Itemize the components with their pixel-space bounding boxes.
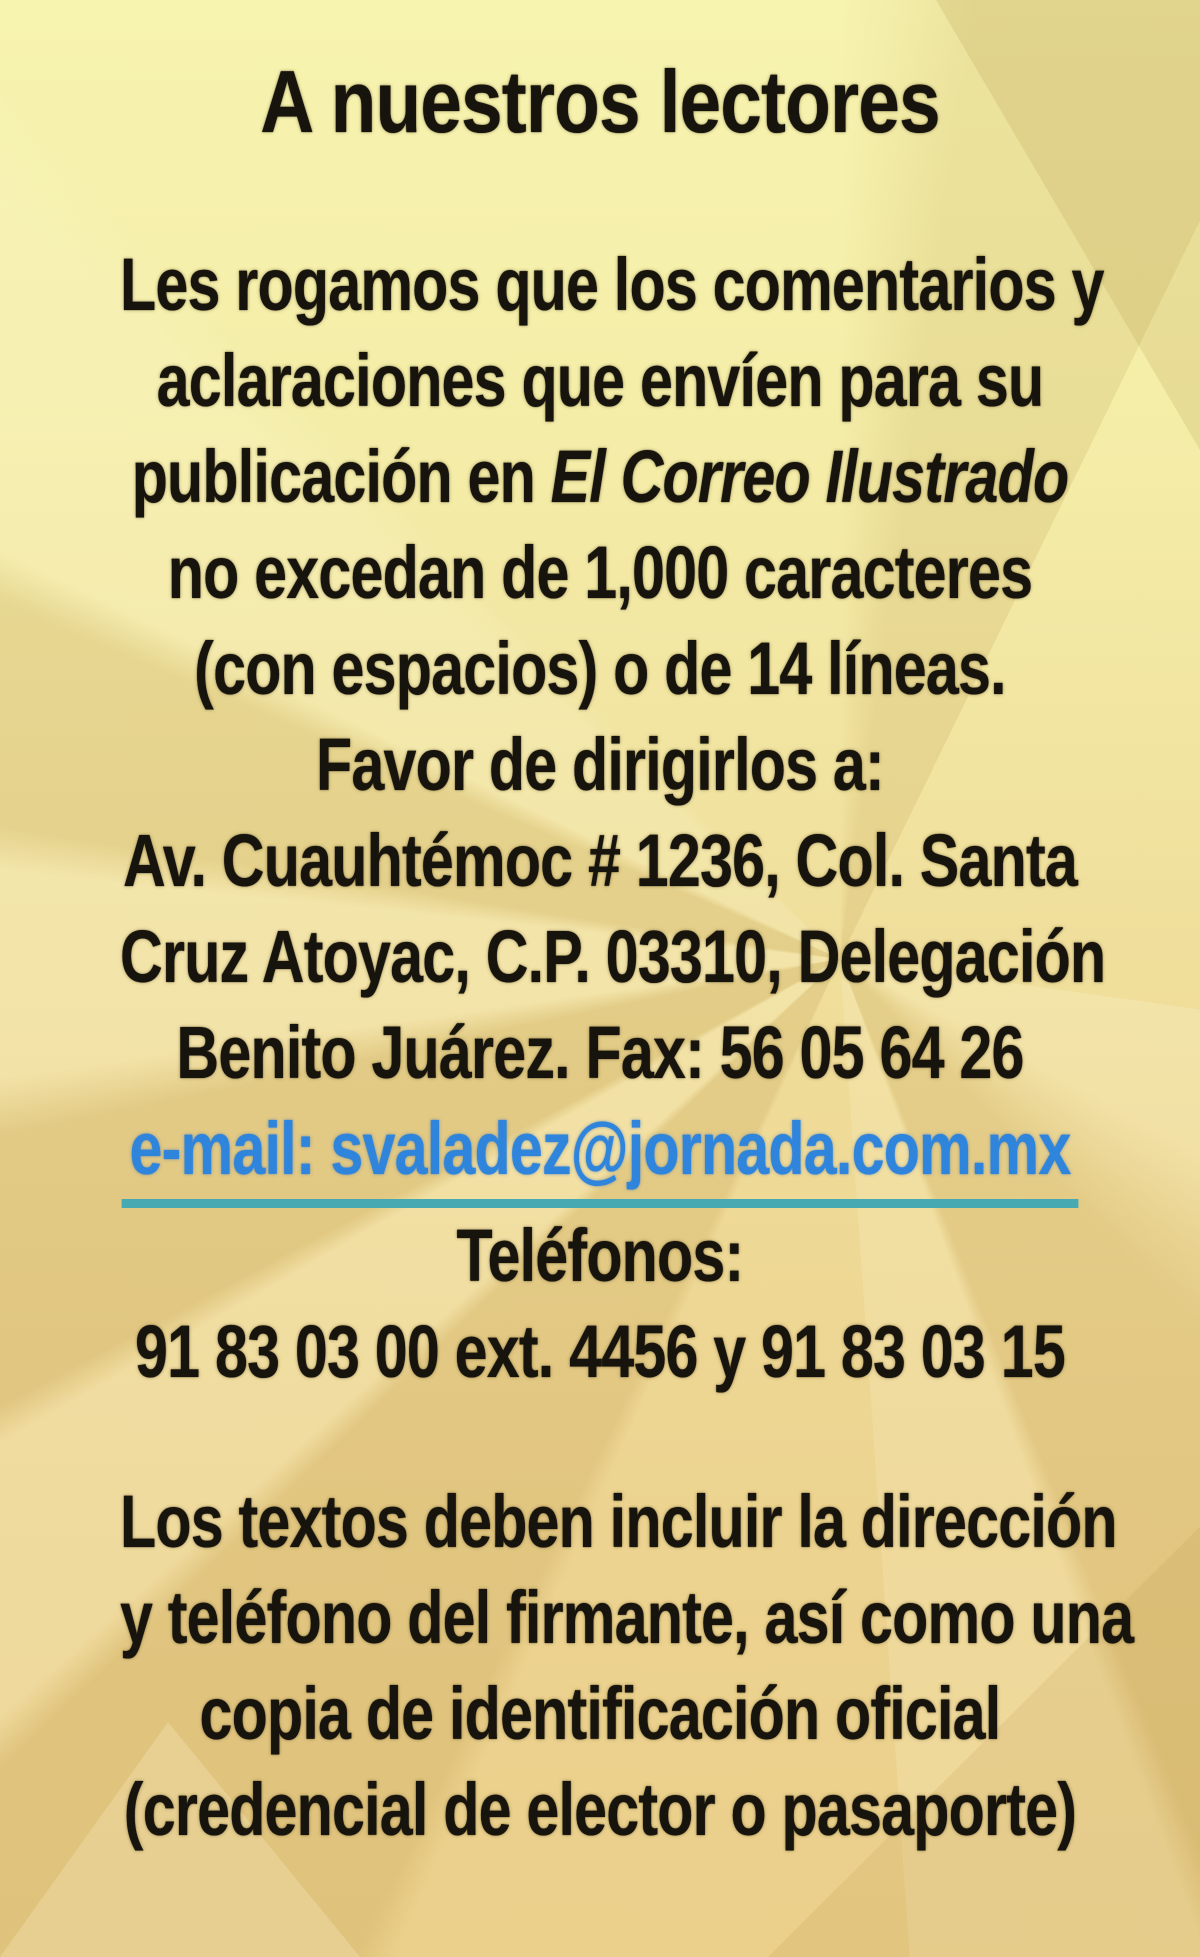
telephone-numbers: 91 83 03 00 ext. 4456 y 91 83 03 15 [135, 1310, 1065, 1393]
body-line: y teléfono del firmante, así como una [120, 1576, 1134, 1659]
notice-title [90, 52, 1110, 152]
email-line [120, 1101, 1080, 1208]
body-line: (credencial de elector o pasaporte) [123, 1768, 1077, 1851]
address-line: Cruz Atoyac, C.P. 03310, Delegación [120, 915, 1106, 998]
notice-title-text: A nuestros lectores [260, 52, 940, 151]
notice-paragraph-requirements [120, 1474, 1134, 1858]
telephones-label: Teléfonos: [456, 1214, 744, 1297]
body-line: no excedan de 1,000 caracteres [167, 531, 1033, 614]
publication-name: El Correo Ilustrado [550, 435, 1069, 518]
email-link[interactable]: e-mail: svaladez@jornada.com.mx [121, 1101, 1078, 1208]
body-line-text: publicación en [131, 435, 551, 518]
body-line: Favor de dirigirlos a: [316, 723, 884, 806]
body-line: copia de identificación oficial [199, 1672, 1001, 1755]
body-line: Los textos deben incluir la dirección [120, 1480, 1117, 1563]
body-line-publication [120, 429, 1080, 525]
body-line: (con espacios) o de 14 líneas. [194, 627, 1006, 710]
body-line: Les rogamos que los comentarios y [120, 243, 1104, 326]
notice-paragraph-contact [120, 237, 1106, 1400]
address-line: Av. Cuauhtémoc # 1236, Col. Santa [123, 819, 1077, 902]
fax-line: Benito Juárez. Fax: 56 05 64 26 [176, 1011, 1024, 1094]
body-line: aclaraciones que envíen para su [156, 339, 1044, 422]
